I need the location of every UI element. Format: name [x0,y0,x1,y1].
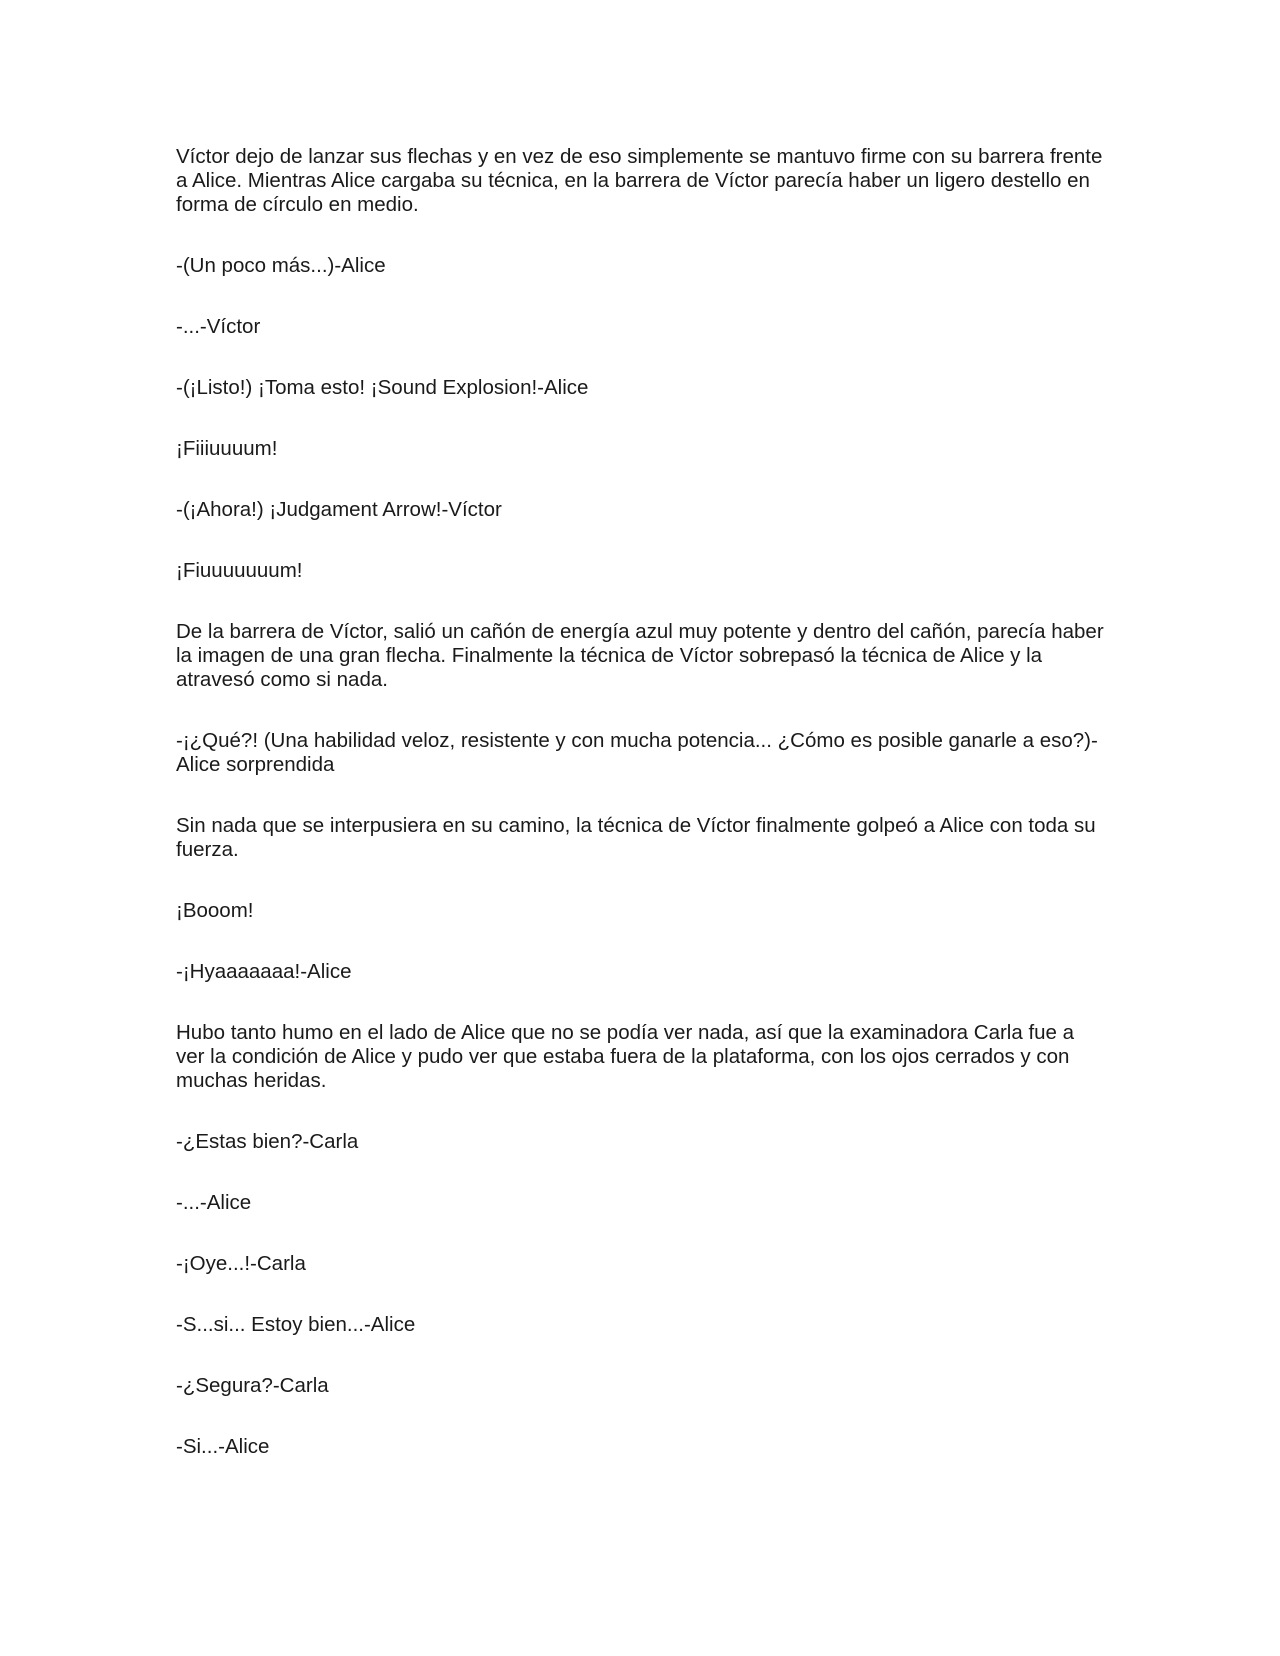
dialogue-line: -¿Estas bien?-Carla [176,1130,359,1153]
dialogue-line: -¡Oye...!-Carla [176,1252,306,1275]
sound-effect-line: ¡Fiiiuuuum! [176,437,278,460]
dialogue-line: -...-Alice [176,1191,252,1214]
dialogue-line: -Si...-Alice [176,1435,270,1458]
document-page [176,145,1106,1496]
dialogue-line: -(¡Ahora!) ¡Judgament Arrow!-Víctor [176,498,502,521]
sound-effect-line: ¡Fiuuuuuuum! [176,559,303,582]
dialogue-line: -¡Hyaaaaaaa!-Alice [176,960,352,983]
narration-paragraph: De la barrera de Víctor, salió un cañón de energía azul muy potente y dentro del cañón, parecía haber la imagen de una gran flecha. Finalmente la técnica de Víctor sobrepasó la técnica de Alice y la atravesó como si nada. [176,620,1104,691]
narration-paragraph: Víctor dejo de lanzar sus flechas y en vez de eso simplemente se mantuvo firme con su barrera frente a Alice. Mientras Alice cargaba su técnica, en la barrera de Víctor parecía haber un ligero destello en forma de círculo en medio. [176,145,1103,216]
narration-paragraph: Sin nada que se interpusiera en su camino, la técnica de Víctor finalmente golpeó a Alice con toda su fuerza. [176,814,1096,861]
dialogue-line: -¿Segura?-Carla [176,1374,329,1397]
dialogue-line: -¡¿Qué?! (Una habilidad veloz, resistente y con mucha potencia... ¿Cómo es posible ganarle a eso?)-Alice sorprendida [176,729,1098,776]
dialogue-line: -(¡Listo!) ¡Toma esto! ¡Sound Explosion!-Alice [176,376,589,399]
narration-paragraph: Hubo tanto humo en el lado de Alice que no se podía ver nada, así que la examinadora Carla fue a ver la condición de Alice y pudo ver que estaba fuera de la plataforma, con los ojos cerrados y con muchas heridas. [176,1021,1075,1092]
sound-effect-line: ¡Booom! [176,899,254,922]
dialogue-line: -S...si... Estoy bien...-Alice [176,1313,416,1336]
dialogue-line: -...-Víctor [176,315,261,338]
dialogue-line: -(Un poco más...)-Alice [176,254,386,277]
